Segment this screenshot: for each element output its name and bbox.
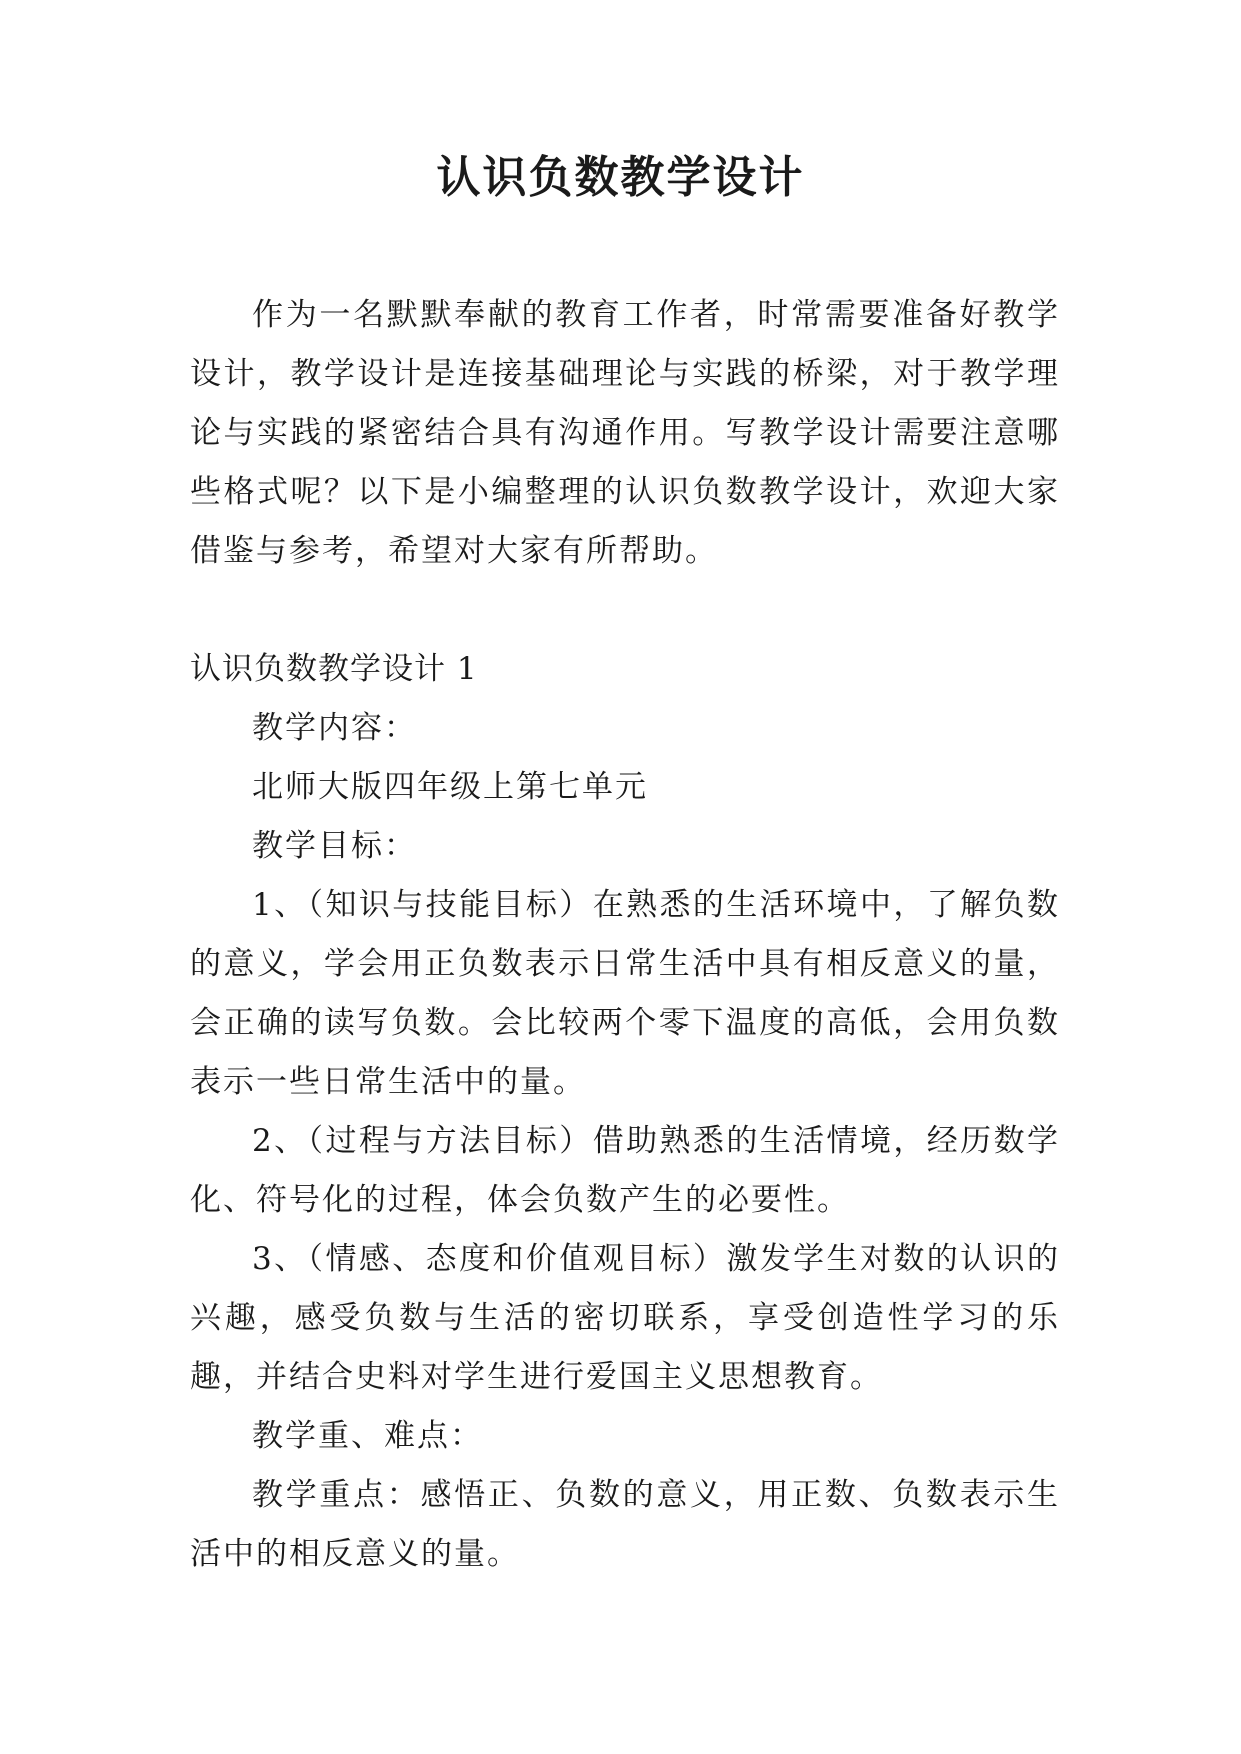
section-heading: 认识负数教学设计 1 — [190, 651, 478, 687]
label-teaching-objectives: 教学目标： — [252, 828, 417, 864]
objective-process-methods: 2、（过程与方法目标）借助熟悉的生活情境，经历数学化、符号化的过程，体会负数产生的必要性。 — [190, 1123, 1060, 1218]
objective-emotion-attitude: 3、（情感、态度和价值观目标）激发学生对数的认识的兴趣，感受负数与生活的密切联系，享受创造性学习的乐趣，并结合史料对学生进行爱国主义思想教育。 — [190, 1241, 1060, 1395]
intro-paragraph: 作为一名默默奉献的教育工作者，时常需要准备好教学设计，教学设计是连接基础理论与实践的桥梁，对于教学理论与实践的紧密结合具有沟通作用。写教学设计需要注意哪些格式呢？以下是小编整理的认识负数教学设计，欢迎大家借鉴与参考，希望对大家有所帮助。 — [190, 297, 1060, 569]
label-teaching-content: 教学内容： — [252, 710, 417, 746]
objective-knowledge-skills: 1、（知识与技能目标）在熟悉的生活环境中，了解负数的意义，学会用正负数表示日常生活中具有相反意义的量，会正确的读写负数。会比较两个零下温度的高低，会用负数表示一些日常生活中的量。 — [190, 887, 1060, 1100]
teaching-content-text: 北师大版四年级上第七单元 — [252, 769, 648, 805]
key-point-text: 教学重点：感悟正、负数的意义，用正数、负数表示生活中的相反意义的量。 — [190, 1477, 1060, 1572]
document-body — [190, 286, 1060, 1584]
document-title: 认识负数教学设计 — [436, 152, 805, 203]
label-key-difficult-points: 教学重、难点： — [252, 1418, 483, 1454]
